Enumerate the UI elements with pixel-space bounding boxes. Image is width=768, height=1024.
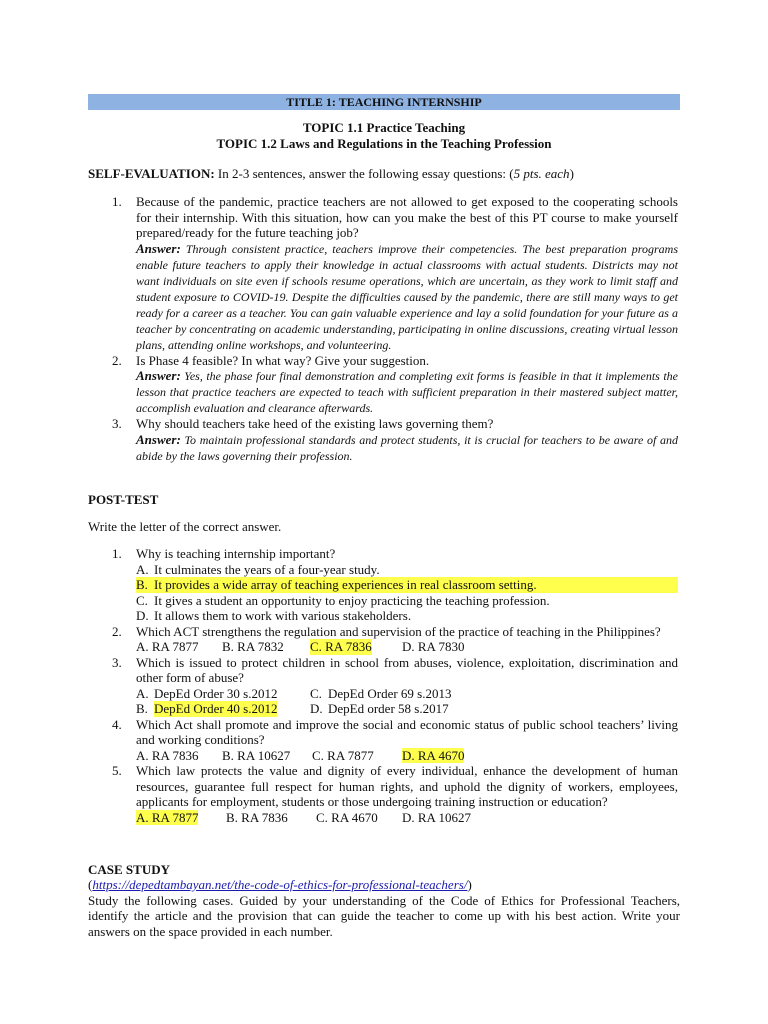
option-a-correct: A. RA 7877 <box>136 809 199 825</box>
question-text: Which is issued to protect children in school from abuses, violence, exploitation, discrimination and other form of abuse? <box>136 654 678 685</box>
question-text: Which Act shall promote and improve the social and economic status of public school teachers’ living and working conditions? <box>136 716 678 747</box>
option-d: D. It allows them to work with various stakeholders. <box>136 608 412 623</box>
post-test-instruction: Write the letter of the correct answer. <box>88 519 282 534</box>
answer-block: Answer: Yes, the phase four final demonstration and completing exit forms is feasible in that it implements the lesson that practice teachers are expected to teach with sufficient preparation in their mastered subject matter, accomplish evaluation and clearance afterwards. <box>136 368 678 415</box>
essay-question-2: 2. Is Phase 4 feasible? In what way? Give your suggestion. Answer: Yes, the phase four final demonstration and completing exit forms is feasible in that it implements the lesson that practice teachers are expected to teach with sufficient preparation in their mastered subject matter, accomplish evaluation and clearance afterwards. <box>112 352 678 415</box>
option-d: D. DepEd order 58 s.2017 <box>310 701 449 716</box>
post-test-question-4: 4. Which Act shall promote and improve the social and economic status of public school teachers’ living and working conditions? A. RA 7836 B. RA 10627 C. RA 7877 D. RA 4670 <box>112 716 678 763</box>
option-a: A. DepEd Order 30 s.2012 <box>136 685 278 701</box>
option-d: D. RA 10627 <box>402 809 471 825</box>
question-text: Why should teachers take heed of the existing laws governing them? <box>136 416 494 431</box>
topic-headings <box>88 120 680 152</box>
answer-block: Answer: To maintain professional standards and protect students, it is crucial for teachers to be aware of and abide by the laws governing their profession. <box>136 431 678 463</box>
question-text: Which law protects the value and dignity of every individual, enhance the development of human resources, guarantee full respect for human rights, and uphold the dignity of workers, employees, applicants for employment, students or those undergoing training instruction or education? <box>136 763 678 809</box>
self-evaluation-points: 5 pts. each <box>513 166 570 181</box>
answer-text: To maintain professional standards and protect students, it is crucial for teachers to be aware of and abide by the laws governing their profession. <box>136 432 678 463</box>
option-c: C. RA 7877 <box>312 747 374 763</box>
post-test-question-list <box>112 546 678 825</box>
option-a: A. It culminates the years of a four-year study. <box>136 561 380 577</box>
answer-text: Through consistent practice, teachers improve their competencies. The best preparation programs enable future teachers to apply their knowledge in actual classrooms with actual students. Districts may not want individuals on site even if schools resume operations, which are uncertain, as they work to limit staff and student exposure to COVID-19. Despite the difficulties caused by the pandemic, there are still many ways to get ready for a career as a teacher. You can gain valuable experience and lay a solid foundation for your future as a teacher by concentrating on academic understanding, participating in online discussions, creating virtual lesson plans, attending online workshops, and volunteering. <box>136 241 678 352</box>
title-bar: TITLE 1: TEACHING INTERNSHIP <box>88 94 680 110</box>
post-test-question-3: 3. Which is issued to protect children in school from abuses, violence, exploitation, discrimination and other form of abuse? A. DepEd Order 30 s.2012 C. DepEd Order 69 s.2013 B. DepEd Order 40 s.2012 D. DepEd order 58 s.2017 <box>112 654 678 716</box>
topic-1-2: TOPIC 1.2 Laws and Regulations in the Teaching Profession <box>216 136 552 151</box>
self-evaluation-text: In 2-3 sentences, answer the following essay questions: ( <box>214 166 514 181</box>
option-c-correct: C. RA 7836 <box>310 639 372 654</box>
options-row <box>136 701 678 717</box>
code-of-ethics-link[interactable]: https://depedtambayan.net/the-code-of-ethics-for-professional-teachers/ <box>92 877 468 892</box>
option-d-correct: D. RA 4670 <box>402 747 465 763</box>
option-a: A. RA 7877 <box>136 639 199 654</box>
post-test-heading: POST-TEST <box>88 492 159 507</box>
option-c: C. DepEd Order 69 s.2013 <box>310 685 452 701</box>
self-evaluation-label: SELF-EVALUATION: <box>88 166 215 181</box>
case-study-instructions: Study the following cases. Guided by your understanding of the Code of Ethics for Professional Teachers, identify the article and the provision that can guide the teacher to come up with his best action. Write your answers on the space provided in each number. <box>88 892 680 939</box>
question-text: Why is teaching internship important? <box>136 546 336 561</box>
option-b: B. RA 7832 <box>222 639 284 654</box>
essay-question-3: 3. Why should teachers take heed of the existing laws governing them? Answer: To maintain professional standards and protect students, it is crucial for teachers to be aware of and abide by the laws governing their profession. <box>112 416 678 463</box>
answer-text: Yes, the phase four final demonstration and completing exit forms is feasible in that it implements the lesson that practice teachers are expected to teach with sufficient preparation in their mastered subject matter, accomplish evaluation and clearance afterwards. <box>136 369 678 415</box>
option-b: B. RA 7836 <box>226 809 288 825</box>
case-study-body <box>88 877 680 939</box>
self-evaluation-instruction: SELF-EVALUATION: In 2-3 sentences, answer the following essay questions: (5 pts. each) <box>88 166 574 181</box>
options-row <box>136 810 678 826</box>
topic-1-1: TOPIC 1.1 Practice Teaching <box>302 120 466 135</box>
options-row <box>136 639 678 655</box>
answer-block: Answer: Through consistent practice, teachers improve their competencies. The best preparation programs enable future teachers to apply their knowledge in actual classrooms with actual students. Districts may not want individuals on site even if schools resume operations, which are uncertain, as they work to limit staff and student exposure to COVID-19. Despite the difficulties caused by the pandemic, there are still many ways to get ready for a career as a teacher. You can gain valuable experience and lay a solid foundation for your future as a teacher by concentrating on academic understanding, participating in online discussions, creating virtual lesson plans, attending online workshops, and volunteering. <box>136 240 678 352</box>
option-c: C. It gives a student an opportunity to enjoy practicing the teaching profession. <box>136 592 550 608</box>
case-study-source: (https://depedtambayan.net/the-code-of-ethics-for-professional-teachers/) <box>88 877 472 892</box>
essay-question-list <box>112 194 678 464</box>
post-test-question-1: 1. Why is teaching internship important? A. It culminates the years of a four-year study. B. It provides a wide array of teaching experiences in real classroom setting. C. It gives a student an opportunity to enjoy practicing the teaching profession. D. It allows them to work with various stakeholders. <box>112 546 678 624</box>
options-row <box>136 686 678 702</box>
options-row <box>136 748 678 764</box>
option-d: D. RA 7830 <box>402 639 465 654</box>
option-b-correct: B. DepEd Order 40 s.2012 <box>136 701 278 716</box>
post-test-question-2: 2. Which ACT strengthens the regulation and supervision of the practice of teaching in the Philippines? A. RA 7877 B. RA 7832 C. RA 7836 D. RA 7830 <box>112 624 678 655</box>
option-b: B. RA 10627 <box>222 747 291 763</box>
question-text: Is Phase 4 feasible? In what way? Give your suggestion. <box>136 352 430 368</box>
post-test-question-5: 5. Which law protects the value and dignity of every individual, enhance the development of human resources, guarantee full respect for human rights, and uphold the dignity of workers, employees, applicants for employment, students or those undergoing training instruction or education? A. RA 7877 B. RA 7836 C. RA 4670 D. RA 10627 <box>112 763 678 825</box>
option-b-correct: B. It provides a wide array of teaching experiences in real classroom setting. <box>136 577 678 593</box>
question-text: Which ACT strengthens the regulation and supervision of the practice of teaching in the Philippines? <box>136 623 661 639</box>
case-study-heading: CASE STUDY <box>88 862 170 877</box>
essay-question-1: 1. Because of the pandemic, practice teachers are not allowed to get exposed to the cooperating schools for their internship. With this situation, how can you make the best of this PT course to make yourself prepared/ready for the future teaching job? Answer: Through consistent practice, teachers improve their competencies. The best preparation programs enable future teachers to apply their knowledge in actual classrooms with actual students. Districts may not want individuals on site even if schools resume operations, which are uncertain, as they work to limit staff and student exposure to COVID-19. Despite the difficulties caused by the pandemic, there are still many ways to get ready for a career as a teacher. You can gain valuable experience and lay a solid foundation for your future as a teacher by concentrating on academic understanding, participating in online discussions, creating virtual lesson plans, attending online workshops, and volunteering. <box>112 194 678 352</box>
option-a: A. RA 7836 <box>136 747 199 763</box>
question-text: Because of the pandemic, practice teachers are not allowed to get exposed to the cooperating schools for their internship. With this situation, how can you make the best of this PT course to make yourself prepared/ready for the future teaching job? <box>136 194 678 240</box>
option-c: C. RA 4670 <box>316 809 378 825</box>
